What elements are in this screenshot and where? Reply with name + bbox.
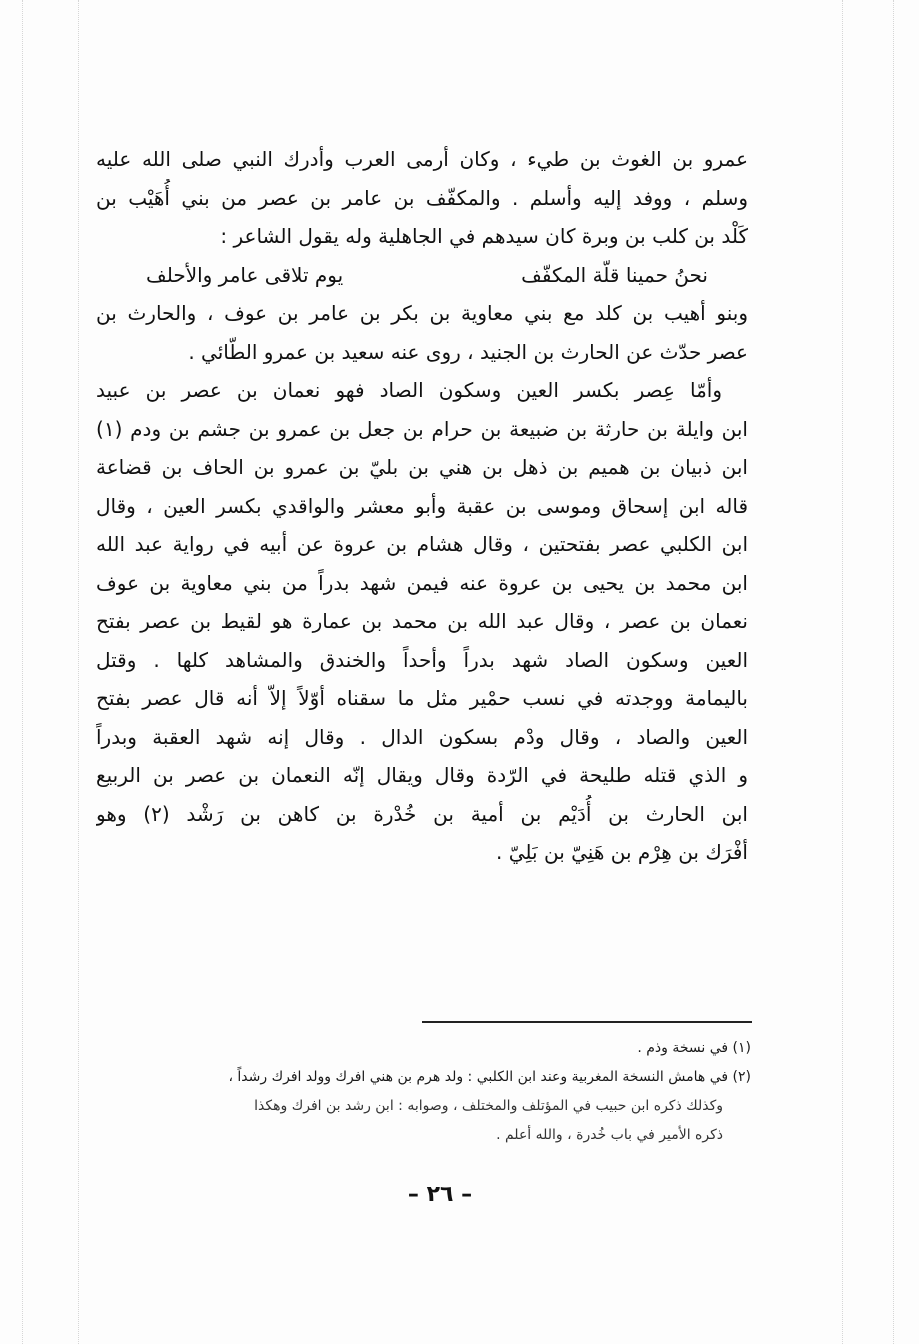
text-line: العين وسكون الصاد شهد بدراً وأحداً والخندق والمشاهد كلها . وقتل (96, 647, 748, 672)
text-line: ابن وايلة بن حارثة بن ضبيعة بن حرام بن جعل بن عمرو بن جشم بن ودم (١) (96, 416, 748, 441)
footnotes (96, 1034, 751, 1150)
verse-first-hemistich: نحنُ حمينا قلّة المكفّف (521, 262, 708, 287)
text-line: عصر حدّث عن الحارث بن الجنيد ، روى عنه سعيد بن عمرو الطّائي . (188, 339, 748, 364)
text-line: العين والصاد ، وقال ودْم بسكون الدال . وقال إنه شهد العقبة وبدراً (96, 724, 748, 749)
text-line: كَلْد بن كلب بن وبرة كان سيدهم في الجاهلية وله يقول الشاعر : (220, 224, 748, 248)
footnote-2-continuation: ذكره الأمير في باب خُدرة ، والله أعلم . (496, 1127, 723, 1143)
text-line: عمرو بن الغوث بن طيء ، وكان أرمى العرب وأدرك النبي صلى الله عليه (96, 147, 748, 171)
verse-second-hemistich: يوم تلاقى عامر والأحلف (146, 262, 344, 287)
text-line: وسلم ، ووفد إليه وأسلم . والمكفّف بن عامر بن عصر من بني أُهَيْب بن (96, 185, 748, 210)
poetry-verse (96, 256, 748, 295)
footnote-1: (١) في نسخة وذم . (637, 1040, 751, 1056)
text-line: ابن ذبيان بن هميم بن ذهل بن هني بن بليّ بن عمرو بن الحاف بن قضاعة (96, 455, 748, 479)
text-line: ابن الحارث بن أُدَيْم بن أمية بن خُدْرة بن كاهن بن رَشْد (٢) وهو (96, 801, 748, 826)
scan-artifact-line (893, 0, 894, 1344)
text-line: أفْرَك بن هِرْم بن هَنِيّ بن بَلِيّ . (496, 840, 748, 864)
footnote-2: (٢) في هامش النسخة المغربية وعند ابن الكلبي : ولد هرم بن هني افرك وولد افرك رشداً ، (228, 1069, 751, 1085)
scan-artifact-line (22, 0, 23, 1344)
text-line: وأمّا عِصر بكسر العين وسكون الصاد فهو نعمان بن عصر بن عبيد (96, 378, 722, 402)
text-line: وبنو أهيب بن كلد مع بني معاوية بن بكر بن عامر بن عوف ، والحارث بن (96, 301, 748, 325)
scan-artifact-line (78, 0, 79, 1344)
text-line: ابن محمد بن يحيى بن عروة عنه فيمن شهد بدراً من بني معاوية بن عوف (96, 570, 748, 595)
text-line: قاله ابن إسحاق وموسى بن عقبة وأبو معشر والواقدي بكسر العين ، وقال (96, 493, 748, 518)
scan-artifact-line (842, 0, 843, 1344)
text-line: و الذي قتله طليحة في الرّدة وقال ويقال إنّه النعمان بن عصر بن الربيع (96, 763, 748, 787)
text-line: باليمامة ووجدته في نسب حمْير مثل ما سقناه أوّلاً إلاّ أنه قال عصر بفتح (96, 686, 748, 710)
footnote-2-continuation: وكذلك ذكره ابن حبيب في المؤتلف والمختلف ، وصوابه : ابن رشد بن افرك وهكذا (254, 1098, 723, 1114)
page-number: – ٢٦ – (407, 1182, 473, 1207)
footnote-divider (422, 1021, 752, 1023)
text-line: نعمان بن عصر ، وقال عبد الله بن محمد بن عمارة هو لقيط بن عصر بفتح (96, 609, 748, 633)
text-line: ابن الكلبي عصر بفتحتين ، وقال هشام بن عروة عن أبيه في رواية عبد الله (96, 532, 748, 556)
main-text (96, 140, 748, 872)
